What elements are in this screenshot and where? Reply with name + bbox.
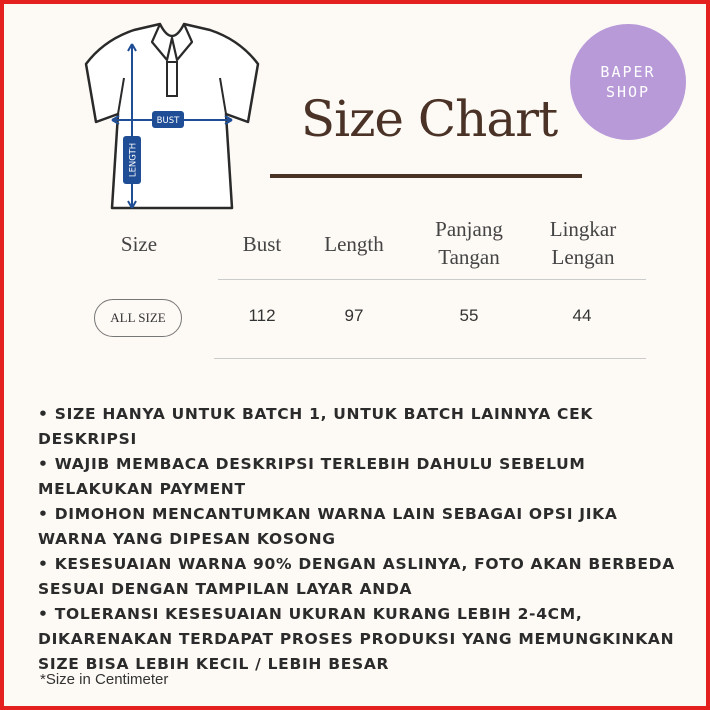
footnote: *Size in Centimeter <box>40 671 169 688</box>
polo-shirt-diagram <box>72 18 272 218</box>
header-panjang-tangan: Panjang Tangan <box>435 217 503 269</box>
header-length: Length <box>324 232 384 256</box>
logo-line-1: BAPER <box>600 63 656 81</box>
page-title: Size Chart <box>300 90 558 148</box>
title-divider <box>270 174 582 178</box>
size-pill: ALL SIZE <box>94 299 182 337</box>
logo-line-2: SHOP <box>605 83 651 101</box>
length-label: LENGTH <box>128 142 139 178</box>
note-item: • SIZE HANYA UNTUK BATCH 1, UNTUK BATCH LAINNYA CEK DESKRIPSI <box>38 405 594 448</box>
notes-list <box>38 402 698 677</box>
value-panjang-tangan: 55 <box>459 306 479 325</box>
table-bottom-divider <box>214 358 646 359</box>
note-item: • KESESUAIAN WARNA 90% DENGAN ASLINYA, FOTO AKAN BERBEDA SESUAI DENGAN TAMPILAN LAYAR ANDA <box>38 555 675 598</box>
table-header-divider <box>218 279 646 280</box>
bust-label: BUST <box>156 116 180 126</box>
value-bust: 112 <box>248 306 276 325</box>
note-item: • WAJIB MEMBACA DESKRIPSI TERLEBIH DAHULU SEBELUM MELAKUKAN PAYMENT <box>38 455 586 498</box>
value-lingkar-lengan: 44 <box>572 306 592 325</box>
shop-logo-badge <box>570 24 686 140</box>
value-length: 97 <box>344 306 364 325</box>
note-item: • TOLERANSI KESESUAIAN UKURAN KURANG LEBIH 2-4CM, DIKARENAKAN TERDAPAT PROSES PRODUKSI YANG MEMUNGKINKAN SIZE BISA LEBIH KECIL / LEBIH BESAR <box>38 605 675 673</box>
note-item: • DIMOHON MENCANTUMKAN WARNA LAIN SEBAGAI OPSI JIKA WARNA YANG DIPESAN KOSONG <box>38 505 618 548</box>
header-lingkar-lengan: Lingkar Lengan <box>549 217 617 269</box>
header-size: Size <box>120 232 158 256</box>
header-bust: Bust <box>242 232 282 256</box>
